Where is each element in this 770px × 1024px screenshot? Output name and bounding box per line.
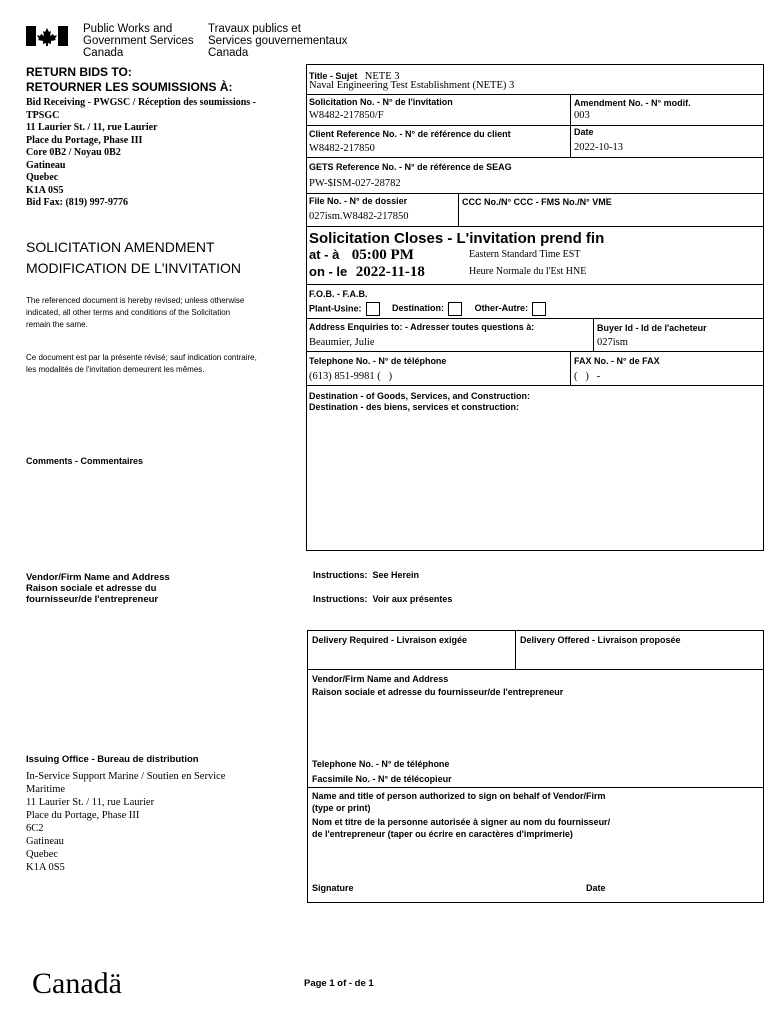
client-reference-label: Client Reference No. - N° de référence du client [309,129,511,139]
vendor-firm-label: Vendor/Firm Name and Address Raison sociale et adresse du fournisseur/de l'entrepreneur [312,674,564,697]
delivery-offered-label: Delivery Offered - Livraison proposée [520,635,681,645]
page-number: Page 1 of - de 1 [304,978,374,989]
gets-reference-label: GETS Reference No. - N° de référence de SEAG [309,162,512,172]
solicitation-number-label: Solicitation No. - N° de l'invitation [309,97,453,107]
buyer-id-label: Buyer Id - Id de l'acheteur [597,323,707,333]
department-name-fr: Travaux publics et Services gouvernementaux Canada [208,23,348,59]
date-value: 2022-10-13 [574,142,623,153]
fob-label: F.O.B. - F.A.B. [309,289,368,299]
amendment-paragraph-fr: Ce document est par la présente révisé; sauf indication contraire, les modalités de l'invitation demeurent les mêmes. [26,353,257,374]
authorized-person-label: Name and title of person authorized to sign on behalf of Vendor/Firm (type or print) Nom et titre de la personne autorisée à signer au nom du fournisseur/ de l'entrepreneur (taper ou écrire en caractères d'imprimerie) [312,791,611,839]
amendment-title: SOLICITATION AMENDMENT MODIFICATION DE L'INVITATION [26,239,242,276]
solicitation-closes-title: Solicitation Closes - L'invitation prend fin [309,230,605,247]
destination-checkbox[interactable] [448,302,462,316]
file-number-value: 027ism.W8482-217850 [309,211,409,222]
timezone-fr: Heure Normale du l'Est HNE [469,266,587,277]
vendor-facsimile-label: Facsimile No. - N° de télécopieur [312,774,452,784]
ccc-number-label: CCC No./N° CCC - FMS No./N° VME [462,197,612,207]
title-field: Title - Sujet NETE 3 [309,71,400,82]
fax-value: ( ) - [574,371,601,382]
other-checkbox[interactable] [532,302,546,316]
signature-label: Signature [312,883,354,893]
date-label: Date [574,127,594,137]
department-name-en: Public Works and Government Services Canada [83,23,194,59]
telephone-label: Telephone No. - N° de téléphone [309,356,447,366]
canada-flag-icon [26,26,68,46]
title-value-full: Naval Engineering Test Establishment (NETE) 3 [309,80,515,91]
telephone-value: (613) 851-9981 ( ) [309,371,393,382]
amendment-number-label: Amendment No. - N° modif. [574,98,691,108]
file-number-label: File No. - N° de dossier [309,196,408,206]
plant-checkbox[interactable] [366,302,380,316]
return-bids-address: Bid Receiving - PWGSC / Réception des soumissions - TPSGC 11 Laurier St. / 11, rue Laurier Place du Portage, Phase III Core 0B2 / Noyau 0B2 Gatineau Quebec K1A 0S5 Bid Fax: (819) 997-9776 [26,97,257,208]
vendor-left-label: Vendor/Firm Name and Address Raison sociale et adresse du fournisseur/de l'entrepreneur [26,572,170,605]
instructions-en: Instructions: See Herein [313,570,420,580]
closing-time: at - à 05:00 PM [309,247,414,263]
date-signature-label: Date [586,883,606,893]
issuing-office-label: Issuing Office - Bureau de distribution [26,754,199,765]
buyer-id-value: 027ism [597,337,628,348]
instructions-fr: Instructions: Voir aux présentes [313,594,453,604]
solicitation-number-value: W8482-217850/F [309,110,384,121]
return-bids-title: RETURN BIDS TO: RETOURNER LES SOUMISSIONS À: [26,65,233,94]
amendment-number-value: 003 [574,110,590,121]
fob-options: Plant-Usine: Destination: Other-Autre: [309,302,552,316]
destination-label: Destination - of Goods, Services, and Construction: Destination - des biens, services et construction: [309,391,531,412]
canada-wordmark-logo: Canadä [32,967,122,1000]
closing-date: on - le 2022-11-18 [309,264,425,280]
gets-reference-value: PW-$ISM-027-28782 [309,178,401,189]
issuing-office-address: In-Service Support Marine / Soutien en Service Maritime 11 Laurier St. / 11, rue Laurier Place du Portage, Phase III 6C2 Gatineau Quebec K1A 0S5 [26,771,226,873]
delivery-required-label: Delivery Required - Livraison exigée [312,635,468,645]
fax-label: FAX No. - N° de FAX [574,356,660,366]
enquiries-label: Address Enquiries to: - Adresser toutes questions à: [309,322,535,332]
amendment-paragraph-en: The referenced document is hereby revised; unless otherwise indicated, all other terms and conditions of the Solicitation remain the same. [26,296,245,329]
client-reference-value: W8482-217850 [309,143,375,154]
timezone-en: Eastern Standard Time EST [469,249,581,260]
enquiries-value: Beaumier, Julie [309,337,375,348]
vendor-telephone-label: Telephone No. - N° de téléphone [312,759,450,769]
comments-label: Comments - Commentaires [26,456,144,466]
